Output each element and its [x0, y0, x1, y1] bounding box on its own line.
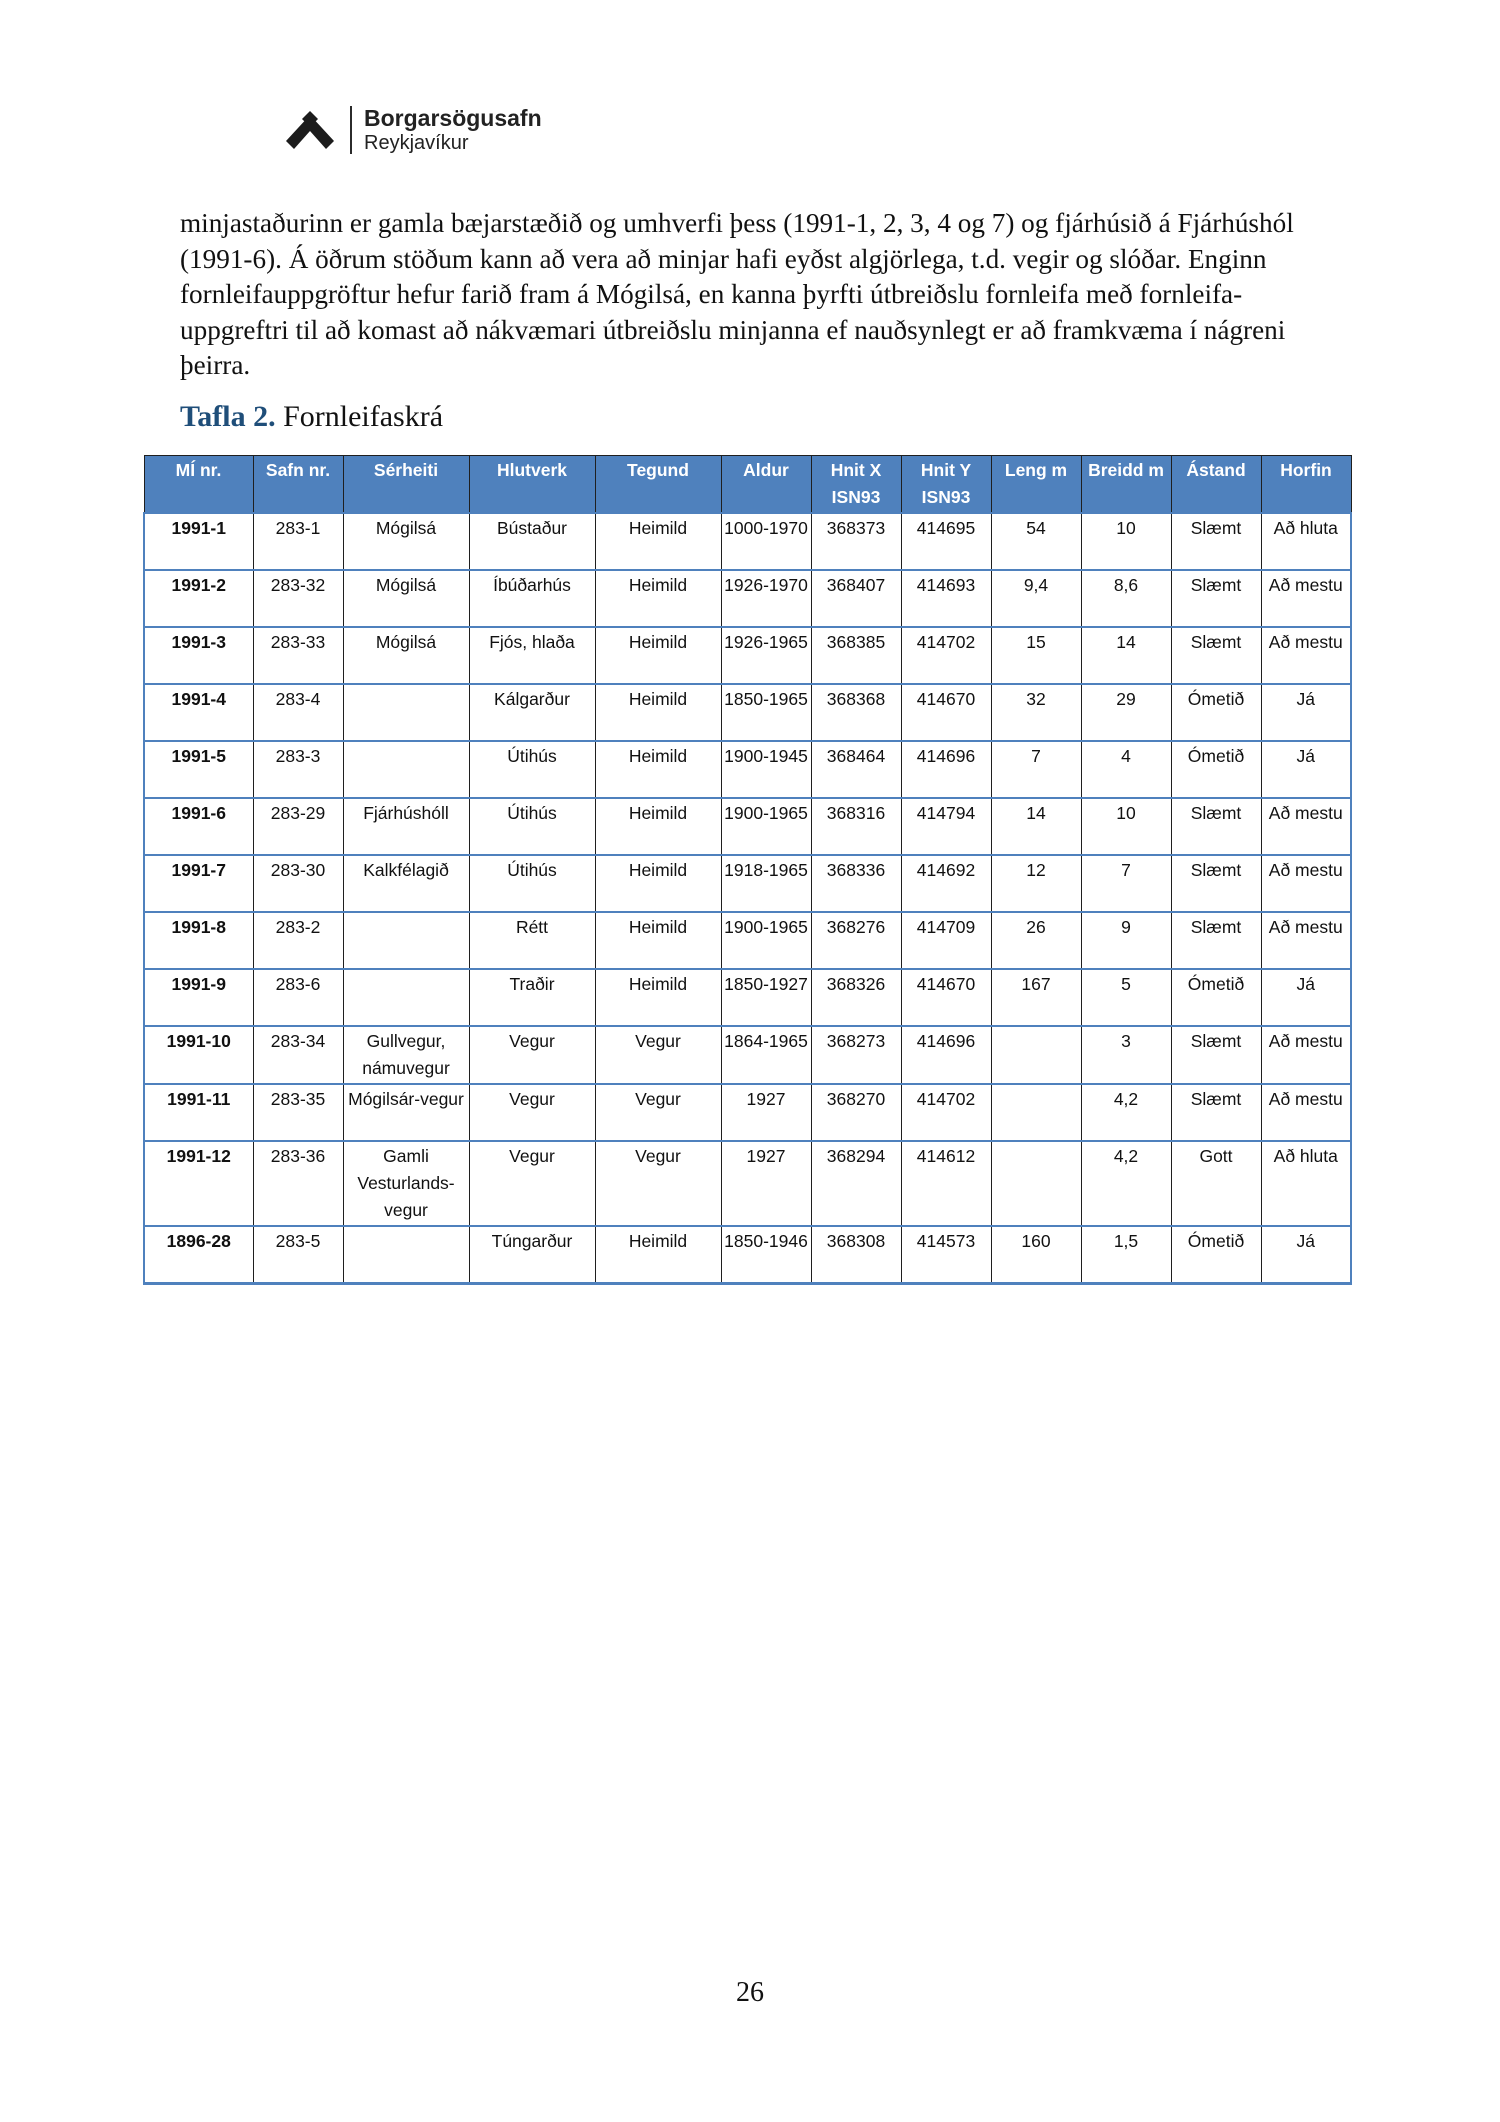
logo-divider — [350, 106, 352, 154]
table-cell: 414670 — [901, 684, 991, 741]
table-header-row — [144, 456, 1351, 514]
table-cell: Slæmt — [1171, 1084, 1261, 1141]
table-cell: 1896-28 — [144, 1226, 253, 1283]
table-cell: 1900-1945 — [721, 741, 811, 798]
table-cell: 283-3 — [253, 741, 343, 798]
table-cell: 283-34 — [253, 1026, 343, 1084]
table-cell: 1927 — [721, 1141, 811, 1226]
table-cell: Gamli Vesturlands-vegur — [343, 1141, 469, 1226]
table-cell: Vegur — [469, 1026, 595, 1084]
table-cell: 1000-1970 — [721, 513, 811, 570]
table-cell: Vegur — [469, 1084, 595, 1141]
table-row — [144, 1226, 1351, 1283]
table-cell: 1991-6 — [144, 798, 253, 855]
table-cell: Slæmt — [1171, 627, 1261, 684]
table-cell: 7 — [1081, 855, 1171, 912]
table-cell: Heimild — [595, 627, 721, 684]
table-cell — [991, 1026, 1081, 1084]
table-cell: Heimild — [595, 684, 721, 741]
table-caption-title: Fornleifaskrá — [283, 400, 444, 433]
table-cell: Fjós, hlaða — [469, 627, 595, 684]
table-cell: 1991-4 — [144, 684, 253, 741]
table-cell: 1991-1 — [144, 513, 253, 570]
column-header: Ástand — [1171, 456, 1261, 514]
table-cell: 1926-1970 — [721, 570, 811, 627]
table-row — [144, 1026, 1351, 1084]
table-cell: 12 — [991, 855, 1081, 912]
table-cell: Að hluta — [1261, 1141, 1351, 1226]
table-row — [144, 741, 1351, 798]
table-cell: 283-5 — [253, 1226, 343, 1283]
column-header: Aldur — [721, 456, 811, 514]
table-cell: Kálgarður — [469, 684, 595, 741]
table-cell: 160 — [991, 1226, 1081, 1283]
table-cell: Heimild — [595, 912, 721, 969]
table-cell: 1991-2 — [144, 570, 253, 627]
table-cell: 414709 — [901, 912, 991, 969]
table-cell: 414696 — [901, 1026, 991, 1084]
table-cell — [991, 1084, 1081, 1141]
table-cell: 1926-1965 — [721, 627, 811, 684]
table-cell: Slæmt — [1171, 912, 1261, 969]
table-cell — [343, 741, 469, 798]
table-cell: Já — [1261, 969, 1351, 1026]
table-cell: 368316 — [811, 798, 901, 855]
table-cell: 283-29 — [253, 798, 343, 855]
table-cell: 1864-1965 — [721, 1026, 811, 1084]
table-row — [144, 684, 1351, 741]
table-cell: Heimild — [595, 513, 721, 570]
table-cell: 414573 — [901, 1226, 991, 1283]
table-cell: 368273 — [811, 1026, 901, 1084]
table-cell: Já — [1261, 684, 1351, 741]
table-cell: Að mestu — [1261, 855, 1351, 912]
table-cell: Að mestu — [1261, 627, 1351, 684]
table-cell: Ómetið — [1171, 684, 1261, 741]
table-cell: 1991-11 — [144, 1084, 253, 1141]
table-cell: Útihús — [469, 798, 595, 855]
table-cell: 283-30 — [253, 855, 343, 912]
column-header: Tegund — [595, 456, 721, 514]
table-cell: 10 — [1081, 798, 1171, 855]
table-cell: 4 — [1081, 741, 1171, 798]
table-caption-label: Tafla 2. — [180, 400, 276, 433]
table-cell: 414696 — [901, 741, 991, 798]
table-cell: 9 — [1081, 912, 1171, 969]
column-header: Safn nr. — [253, 456, 343, 514]
table-cell: 283-6 — [253, 969, 343, 1026]
table-cell: 414702 — [901, 1084, 991, 1141]
table-cell: 368373 — [811, 513, 901, 570]
column-header: Leng m — [991, 456, 1081, 514]
table-cell: 1850-1965 — [721, 684, 811, 741]
table-cell: 283-33 — [253, 627, 343, 684]
column-header: MÍ nr. — [144, 456, 253, 514]
table-caption — [180, 400, 443, 434]
table-cell: 283-35 — [253, 1084, 343, 1141]
column-header: Hlutverk — [469, 456, 595, 514]
table-cell: 368276 — [811, 912, 901, 969]
table-cell: Heimild — [595, 855, 721, 912]
table-cell: 368308 — [811, 1226, 901, 1283]
table-cell: 283-32 — [253, 570, 343, 627]
table-cell: Að mestu — [1261, 912, 1351, 969]
table-cell: 1991-5 — [144, 741, 253, 798]
table-cell: 4,2 — [1081, 1084, 1171, 1141]
table-cell: 368464 — [811, 741, 901, 798]
table-cell: Heimild — [595, 570, 721, 627]
table-cell: 1,5 — [1081, 1226, 1171, 1283]
table-cell: 1850-1927 — [721, 969, 811, 1026]
table-cell: 283-2 — [253, 912, 343, 969]
table-cell: 5 — [1081, 969, 1171, 1026]
column-header: Hnit Y ISN93 — [901, 456, 991, 514]
table-cell: Slæmt — [1171, 513, 1261, 570]
table-cell: 8,6 — [1081, 570, 1171, 627]
table-cell: 368270 — [811, 1084, 901, 1141]
table-cell — [343, 912, 469, 969]
table-cell: 414702 — [901, 627, 991, 684]
table-cell: 414670 — [901, 969, 991, 1026]
table-row — [144, 969, 1351, 1026]
table-row — [144, 513, 1351, 570]
table-cell: 1900-1965 — [721, 798, 811, 855]
table-cell: 54 — [991, 513, 1081, 570]
table-cell: Að mestu — [1261, 1084, 1351, 1141]
chevron-up-mark-icon — [282, 105, 338, 155]
body-paragraph: minjastaðurinn er gamla bæjarstæðið og umhverfi þess (1991-1, 2, 3, 4 og 7) og fjárhúsið á Fjárhúshól (1991-6). Á öðrum stöðum kann að vera að minjar hafi eyðst algjörlega, t.d. vegir og slóðar. Enginn fornleifauppgröftur hefur farið fram á Mógilsá, en kanna þyrfti útbreiðslu fornleifa með fornleifa-uppgreftri til að komast að nákvæmari útbreiðslu minjanna ef nauðsynlegt er að framkvæma í nágreni þeirra. — [180, 208, 1294, 380]
table-cell: Heimild — [595, 741, 721, 798]
logo-name: Borgarsögusafn — [364, 105, 542, 132]
page-number: 26 — [736, 1977, 764, 2008]
table-cell: Að mestu — [1261, 570, 1351, 627]
column-header: Horfin — [1261, 456, 1351, 514]
table-cell: 167 — [991, 969, 1081, 1026]
table-cell: 1991-12 — [144, 1141, 253, 1226]
table-cell: Vegur — [469, 1141, 595, 1226]
table-row — [144, 912, 1351, 969]
table-cell: Gullvegur, námuvegur — [343, 1026, 469, 1084]
table-body — [144, 513, 1351, 1283]
table-cell: 414693 — [901, 570, 991, 627]
table-cell: 1991-3 — [144, 627, 253, 684]
table-cell: Mógilsár-vegur — [343, 1084, 469, 1141]
table-cell: Traðir — [469, 969, 595, 1026]
table-cell: 283-1 — [253, 513, 343, 570]
table-cell: Slæmt — [1171, 570, 1261, 627]
table-cell: 9,4 — [991, 570, 1081, 627]
table-cell: 32 — [991, 684, 1081, 741]
table-cell: Slæmt — [1171, 1026, 1261, 1084]
museum-logo — [282, 100, 542, 160]
table-cell — [991, 1141, 1081, 1226]
table-cell: 368336 — [811, 855, 901, 912]
table-cell: 1991-10 — [144, 1026, 253, 1084]
table-cell: Útihús — [469, 855, 595, 912]
table-cell: Heimild — [595, 1226, 721, 1283]
table-cell: Slæmt — [1171, 798, 1261, 855]
table-cell: 414794 — [901, 798, 991, 855]
table-row — [144, 627, 1351, 684]
table-cell: Já — [1261, 741, 1351, 798]
table-cell: Vegur — [595, 1141, 721, 1226]
table-cell: 1991-9 — [144, 969, 253, 1026]
table-cell: 1991-8 — [144, 912, 253, 969]
table-row — [144, 798, 1351, 855]
logo-city: Reykjavíkur — [364, 131, 469, 154]
table-cell: 3 — [1081, 1026, 1171, 1084]
table-cell: Heimild — [595, 969, 721, 1026]
table-cell: Túngarður — [469, 1226, 595, 1283]
table-cell: 15 — [991, 627, 1081, 684]
table-cell: 14 — [1081, 627, 1171, 684]
table-cell: Að mestu — [1261, 798, 1351, 855]
table-row — [144, 1084, 1351, 1141]
column-header: Sérheiti — [343, 456, 469, 514]
table-cell: 1900-1965 — [721, 912, 811, 969]
table-cell: Mógilsá — [343, 513, 469, 570]
table-cell: 414695 — [901, 513, 991, 570]
table-cell: Ómetið — [1171, 1226, 1261, 1283]
table-cell: Vegur — [595, 1026, 721, 1084]
table-cell — [343, 1226, 469, 1283]
table-row — [144, 570, 1351, 627]
table-row — [144, 1141, 1351, 1226]
table-cell: Mógilsá — [343, 627, 469, 684]
table-cell — [343, 684, 469, 741]
table-cell: Að hluta — [1261, 513, 1351, 570]
table-cell: 368326 — [811, 969, 901, 1026]
table-cell: 4,2 — [1081, 1141, 1171, 1226]
table-cell: Vegur — [595, 1084, 721, 1141]
table-cell: Slæmt — [1171, 855, 1261, 912]
table-row — [144, 855, 1351, 912]
table-cell: Gott — [1171, 1141, 1261, 1226]
table-cell: 368368 — [811, 684, 901, 741]
column-header: Breidd m — [1081, 456, 1171, 514]
table-cell: 414612 — [901, 1141, 991, 1226]
column-header: Hnit X ISN93 — [811, 456, 901, 514]
table-cell: Að mestu — [1261, 1026, 1351, 1084]
table-cell: Íbúðarhús — [469, 570, 595, 627]
table-cell: Mógilsá — [343, 570, 469, 627]
table-cell: 414692 — [901, 855, 991, 912]
table-cell — [343, 969, 469, 1026]
table-cell: Ómetið — [1171, 741, 1261, 798]
table-cell: 29 — [1081, 684, 1171, 741]
table-cell: Kalkfélagið — [343, 855, 469, 912]
table-cell: 1918-1965 — [721, 855, 811, 912]
table-cell: Heimild — [595, 798, 721, 855]
table-cell: Ómetið — [1171, 969, 1261, 1026]
table-cell: 1850-1946 — [721, 1226, 811, 1283]
table-cell: Fjárhúshóll — [343, 798, 469, 855]
fornleifaskra-table — [143, 455, 1352, 1285]
table-cell: 368294 — [811, 1141, 901, 1226]
table-cell: Útihús — [469, 741, 595, 798]
table-cell: 283-4 — [253, 684, 343, 741]
table-cell: Bústaður — [469, 513, 595, 570]
table-cell: 368407 — [811, 570, 901, 627]
table-cell: 1927 — [721, 1084, 811, 1141]
table-cell: 26 — [991, 912, 1081, 969]
table-cell: 283-36 — [253, 1141, 343, 1226]
table-cell: Rétt — [469, 912, 595, 969]
table-cell: Já — [1261, 1226, 1351, 1283]
table-cell: 10 — [1081, 513, 1171, 570]
table-cell: 368385 — [811, 627, 901, 684]
table-cell: 7 — [991, 741, 1081, 798]
table-cell: 1991-7 — [144, 855, 253, 912]
table-cell: 14 — [991, 798, 1081, 855]
